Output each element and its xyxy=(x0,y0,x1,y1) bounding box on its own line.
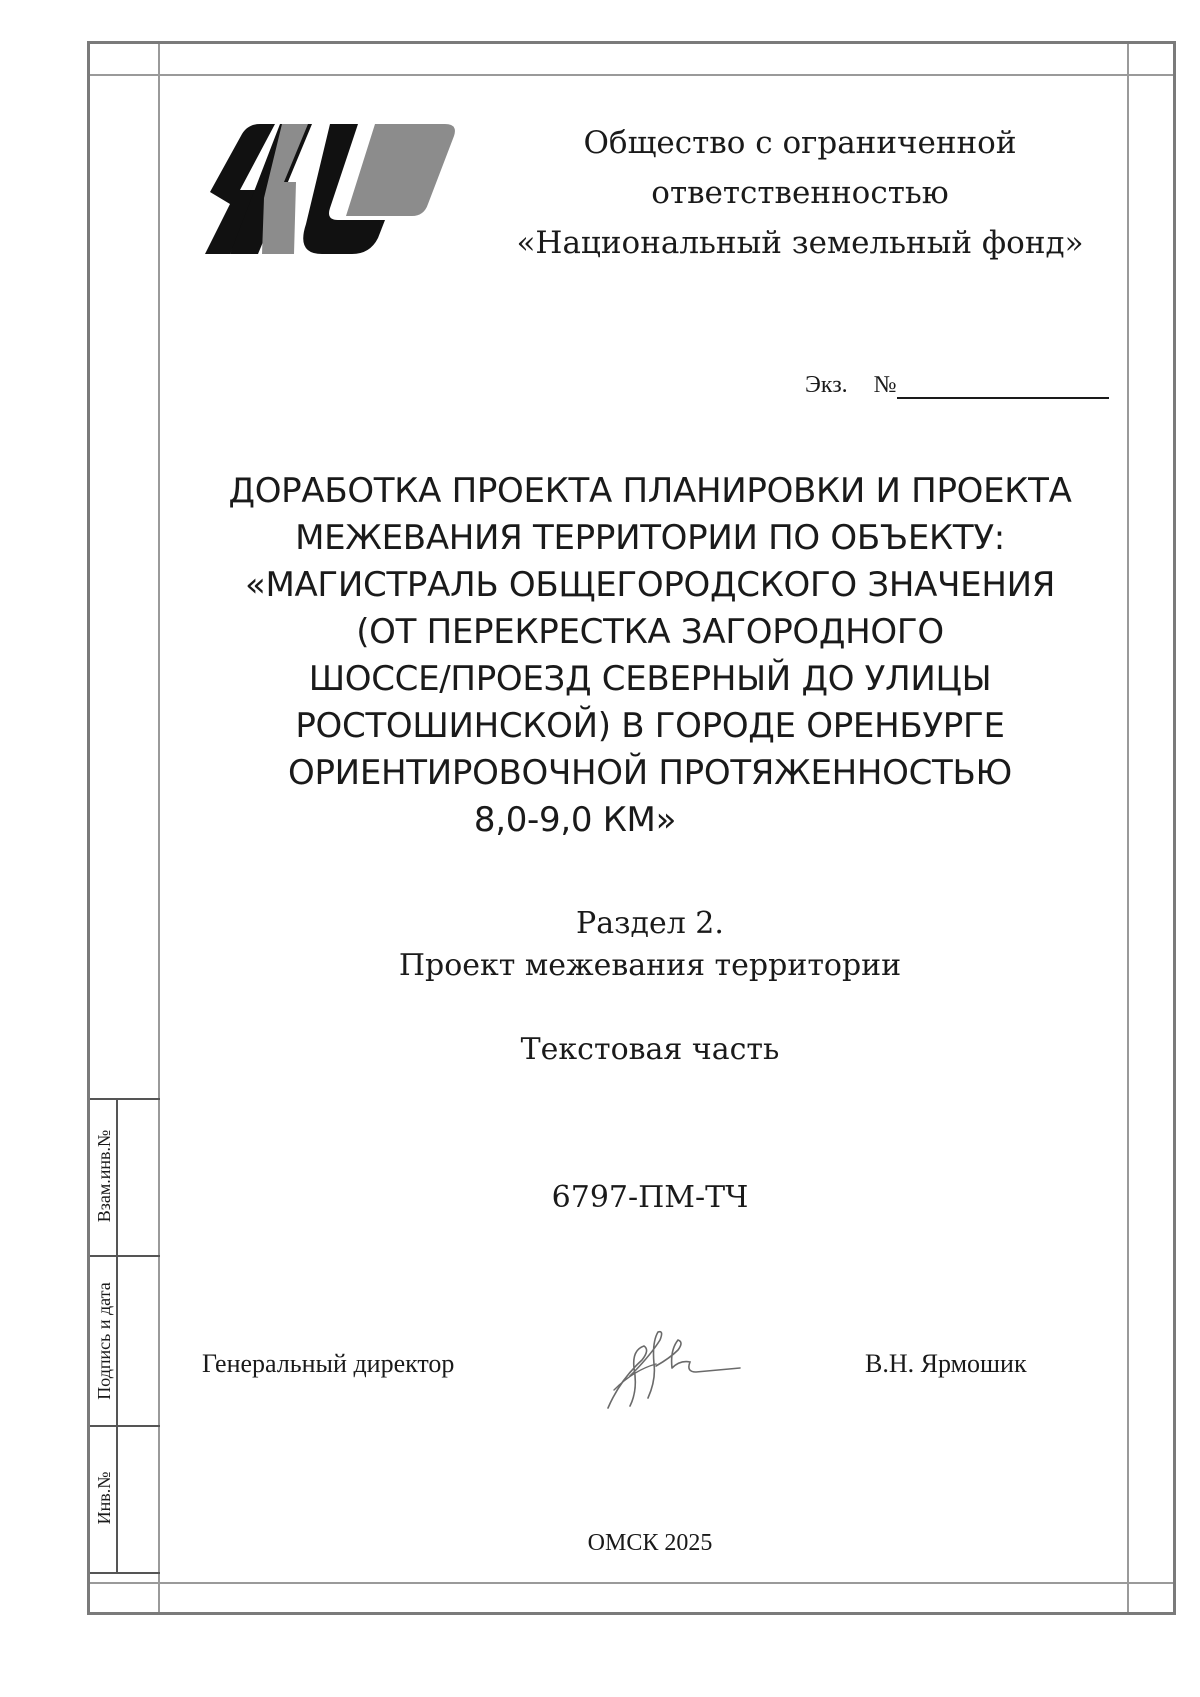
title-line: «МАГИСТРАЛЬ ОБЩЕГОРОДСКОГО ЗНАЧЕНИЯ xyxy=(244,565,1056,605)
copy-number-field xyxy=(805,372,1109,399)
part-name: Текстовая часть xyxy=(520,1032,780,1067)
signer-name: В.Н. Ярмошик xyxy=(865,1349,1027,1378)
section-number: Раздел 2. xyxy=(576,906,724,941)
title-line: РОСТОШИНСКОЙ) В ГОРОДЕ ОРЕНБУРГЕ xyxy=(295,706,1005,746)
document-code: 6797-ПМ-ТЧ xyxy=(551,1180,749,1215)
title-line: 8,0-9,0 КМ» xyxy=(473,800,677,840)
side-stamp-divider-2 xyxy=(90,1255,160,1257)
title-line: ДОРАБОТКА ПРОЕКТА ПЛАНИРОВКИ И ПРОЕКТА xyxy=(228,471,1072,511)
document-title xyxy=(160,468,1140,844)
signature-date-label: Подпись и дата xyxy=(94,1282,114,1400)
replacement-inv-label: Взам.инв.№ xyxy=(94,1129,114,1223)
side-stamp-divider-vertical xyxy=(116,1098,118,1572)
handwritten-signature xyxy=(600,1320,750,1420)
side-stamp-divider-4 xyxy=(90,1572,160,1574)
title-line: ШОССЕ/ПРОЕЗД СЕВЕРНЫЙ ДО УЛИЦЫ xyxy=(308,659,992,699)
title-line: МЕЖЕВАНИЯ ТЕРРИТОРИИ ПО ОБЪЕКТУ: xyxy=(295,518,1005,558)
organization-name xyxy=(480,118,1120,268)
inv-no-label: Инв.№ xyxy=(94,1471,114,1525)
organization-line-3: «Национальный земельный фонд» xyxy=(516,225,1084,261)
company-logo xyxy=(200,112,460,262)
city-year: ОМСК 2025 xyxy=(587,1530,713,1556)
title-line: (ОТ ПЕРЕКРЕСТКА ЗАГОРОДНОГО xyxy=(356,612,944,652)
copy-number-blank xyxy=(897,375,1109,399)
logo-gray-block xyxy=(346,124,455,216)
organization-line-2: ответственностью xyxy=(651,175,949,211)
frame-inner-top xyxy=(90,74,1173,76)
side-stamp-divider-1 xyxy=(90,1098,160,1100)
section-name: Проект межевания территории xyxy=(398,948,902,983)
section-heading xyxy=(160,903,1140,987)
frame-inner-bottom xyxy=(90,1582,1173,1584)
copy-number-sign: № xyxy=(873,372,897,398)
title-line: ОРИЕНТИРОВОЧНОЙ ПРОТЯЖЕННОСТЬЮ xyxy=(288,753,1012,793)
copy-label: Экз. xyxy=(805,372,848,398)
organization-line-1: Общество с ограниченной xyxy=(583,125,1017,161)
side-stamp-divider-3 xyxy=(90,1425,160,1427)
signer-position: Генеральный директор xyxy=(202,1349,455,1378)
